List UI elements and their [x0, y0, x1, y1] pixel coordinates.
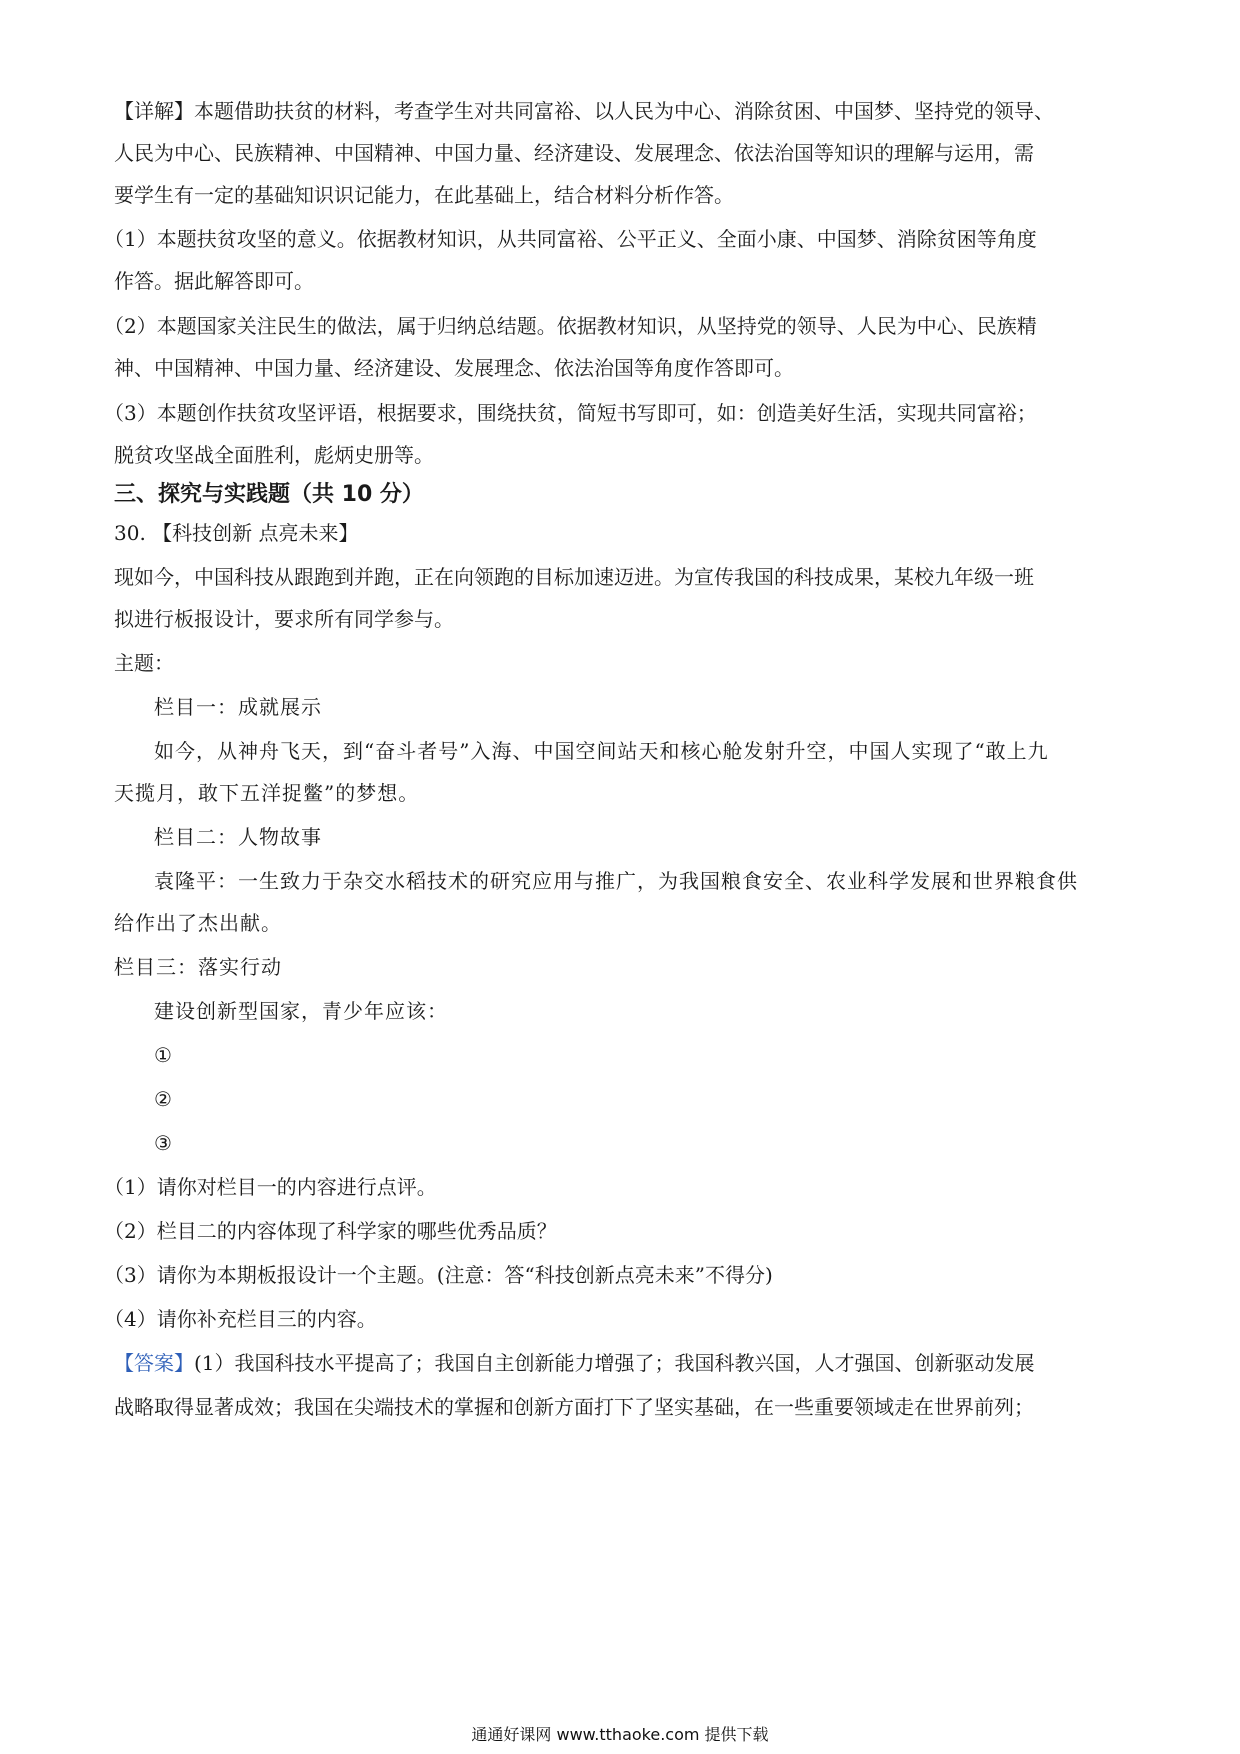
- item1-line-1: （1）本题扶贫攻坚的意义。依据教材知识，从共同富裕、公平正义、全面小康、中国梦、消除贫困等角度: [104, 227, 1037, 251]
- sub-question-1: （1）请你对栏目一的内容进行点评。: [104, 1175, 437, 1199]
- theme-label: 主题：: [114, 651, 174, 675]
- column2-text-1: 袁隆平：一生致力于杂交水稻技术的研究应用与推广，为我国粮食安全、农业科学发展和世界粮食供: [154, 869, 1078, 893]
- sub-question-2: （2）栏目二的内容体现了科学家的哪些优秀品质？: [104, 1219, 557, 1243]
- column2-title: 栏目二：人物故事: [154, 825, 322, 849]
- answer-line-2: 战略取得显著成效；我国在尖端技术的掌握和创新方面打下了坚实基础，在一些重要领域走在世界前列；: [114, 1395, 1034, 1419]
- sub-question-3: （3）请你为本期板报设计一个主题。(注意：答“科技创新点亮未来”不得分): [104, 1263, 773, 1287]
- answer-line-1: [114, 1350, 1035, 1376]
- column1-title: 栏目一：成就展示: [154, 695, 322, 719]
- section-heading: 三、探究与实践题（共 10 分）: [114, 482, 424, 507]
- column3-title: 栏目三：落实行动: [114, 955, 282, 979]
- item3-line-2: 脱贫攻坚战全面胜利，彪炳史册等。: [114, 443, 434, 467]
- item2-line-1: （2）本题国家关注民生的做法，属于归纳总结题。依据教材知识，从坚持党的领导、人民为中心、民族精: [104, 314, 1037, 338]
- column1-text-1: 如今，从神舟飞天，到“奋斗者号”入海、中国空间站天和核心舱发射升空，中国人实现了“敢上九: [154, 739, 1049, 763]
- item2-line-2: 神、中国精神、中国力量、经济建设、发展理念、依法治国等角度作答即可。: [114, 356, 794, 380]
- item1-line-2: 作答。据此解答即可。: [114, 269, 314, 293]
- question-title: 30. 【科技创新 点亮未来】: [114, 521, 359, 545]
- question-intro-1: 现如今，中国科技从跟跑到并跑，正在向领跑的目标加速迈进。为宣传我国的科技成果，某校九年级一班: [114, 565, 1034, 589]
- blank-2: ②: [154, 1087, 172, 1111]
- detail-line-3: 要学生有一定的基础知识识记能力，在此基础上，结合材料分析作答。: [114, 183, 734, 207]
- blank-3: ③: [154, 1131, 172, 1155]
- sub-question-4: （4）请你补充栏目三的内容。: [104, 1307, 377, 1331]
- answer-label: 【答案】: [114, 1351, 194, 1375]
- column1-text-2: 天揽月，敢下五洋捉鳖”的梦想。: [114, 781, 420, 805]
- column2-text-2: 给作出了杰出献。: [114, 911, 282, 935]
- detail-line-1: 【详解】本题借助扶贫的材料，考查学生对共同富裕、以人民为中心、消除贫困、中国梦、坚持党的领导、: [114, 99, 1054, 123]
- column3-text: 建设创新型国家，青少年应该：: [154, 999, 448, 1023]
- answer-text-1: (1）我国科技水平提高了；我国自主创新能力增强了；我国科教兴国，人才强国、创新驱动发展: [194, 1351, 1035, 1375]
- question-intro-2: 拟进行板报设计，要求所有同学参与。: [114, 607, 454, 631]
- detail-line-2: 人民为中心、民族精神、中国精神、中国力量、经济建设、发展理念、依法治国等知识的理解与运用，需: [114, 141, 1034, 165]
- item3-line-1: （3）本题创作扶贫攻坚评语，根据要求，围绕扶贫，简短书写即可，如：创造美好生活，实现共同富裕；: [104, 401, 1037, 425]
- blank-1: ①: [154, 1043, 172, 1067]
- page-footer: 通通好课网 www.tthaoke.com 提供下载: [471, 1725, 769, 1744]
